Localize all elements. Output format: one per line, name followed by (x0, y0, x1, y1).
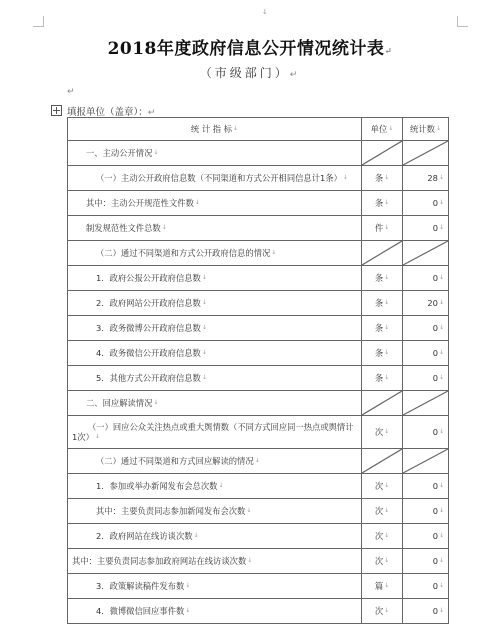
count-cell: 0↓ (403, 266, 449, 291)
unit-cell: 次↓ (362, 599, 403, 624)
unit-cell: 次↓ (362, 416, 403, 449)
table-row (68, 574, 449, 599)
table-row (68, 191, 449, 216)
unit-cell-diagonal (362, 449, 403, 474)
unit-cell: 条↓ (362, 316, 403, 341)
crop-mark-top-right (457, 16, 468, 27)
unit-cell: 条↓ (362, 291, 403, 316)
indicator-cell: 4．微博微信回应事件数↓ (68, 599, 362, 624)
header-count: 统计数↓ (403, 118, 449, 141)
table-row (68, 416, 449, 449)
table-row (68, 141, 449, 166)
crop-mark-top-left (33, 16, 44, 27)
table-row (68, 266, 449, 291)
table-row (68, 549, 449, 574)
count-cell: 0↓ (403, 216, 449, 241)
unit-cell: 次↓ (362, 524, 403, 549)
indicator-cell: 其中：主要负责同志参加政府网站在线访谈次数↓ (68, 549, 362, 574)
count-cell: 28↓ (403, 166, 449, 191)
table-row (68, 241, 449, 266)
indicator-cell: 其中：主动公开规范性文件数↓ (68, 191, 362, 216)
indicator-cell: 3．政策解读稿件发布数↓ (68, 574, 362, 599)
table-row (68, 166, 449, 191)
indicator-cell: （二）通过不同渠道和方式公开政府信息的情况↓ (68, 241, 362, 266)
empty-paragraph-mark: ↵ (67, 87, 75, 97)
table-row (68, 366, 449, 391)
indicator-cell: 2．政府网站在线访谈次数↓ (68, 524, 362, 549)
statistics-table (67, 117, 449, 624)
table-row (68, 216, 449, 241)
count-cell: 0↓ (403, 191, 449, 216)
indicator-cell: 一、主动公开情况↓ (68, 141, 362, 166)
indicator-cell: 1．政府公报公开政府信息数↓ (68, 266, 362, 291)
table-row (68, 524, 449, 549)
paragraph-mark: ↵ (147, 108, 156, 118)
count-cell: 0↓ (403, 316, 449, 341)
count-cell-diagonal (403, 449, 449, 474)
count-cell-diagonal (403, 241, 449, 266)
indicator-cell: （二）通过不同渠道和方式回应解读的情况↓ (68, 449, 362, 474)
indicator-cell: 其中：主要负责同志参加新闻发布会次数↓ (68, 499, 362, 524)
count-cell: 0↓ (403, 416, 449, 449)
count-cell: 0↓ (403, 499, 449, 524)
table-row (68, 391, 449, 416)
unit-cell: 件↓ (362, 216, 403, 241)
count-cell: 0↓ (403, 524, 449, 549)
unit-cell: 条↓ (362, 266, 403, 291)
header-indicator: 统 计 指 标↓ (68, 118, 362, 141)
unit-cell-diagonal (362, 241, 403, 266)
indicator-cell: 1．参加或举办新闻发布会总次数↓ (68, 474, 362, 499)
indicator-cell: 二、回应解读情况↓ (68, 391, 362, 416)
unit-cell: 条↓ (362, 366, 403, 391)
indicator-cell: （一）回应公众关注热点或重大舆情数（不同方式回应同一热点或舆情计1次）↓ (68, 416, 362, 449)
table-row (68, 449, 449, 474)
indicator-cell: 5．其他方式公开政府信息数↓ (68, 366, 362, 391)
indicator-cell: 4．政务微信公开政府信息数↓ (68, 341, 362, 366)
count-cell-diagonal (403, 141, 449, 166)
unit-cell: 次↓ (362, 474, 403, 499)
unit-cell: 条↓ (362, 341, 403, 366)
count-cell: 0↓ (403, 366, 449, 391)
count-cell: 0↓ (403, 574, 449, 599)
paragraph-mark: ↵ (384, 47, 393, 57)
table-row (68, 474, 449, 499)
unit-cell: 次↓ (362, 499, 403, 524)
unit-cell-diagonal (362, 391, 403, 416)
count-cell: 0↓ (403, 341, 449, 366)
fill-unit-line (67, 104, 155, 118)
table-row (68, 341, 449, 366)
paragraph-mark: ↵ (289, 70, 301, 80)
count-cell: 0↓ (403, 474, 449, 499)
document-title (0, 34, 500, 59)
count-cell: 20↓ (403, 291, 449, 316)
table-row (68, 291, 449, 316)
table-move-handle-icon[interactable] (51, 105, 62, 116)
fill-unit-label: 填报单位（盖章）： (67, 107, 148, 118)
header-unit: 单位↓ (362, 118, 403, 141)
indicator-cell: 3．政务微博公开政府信息数↓ (68, 316, 362, 341)
document-title-text: 2018年度政府信息公开情况统计表 (107, 39, 385, 59)
table-row (68, 499, 449, 524)
unit-cell: 次↓ (362, 549, 403, 574)
count-cell: 0↓ (403, 599, 449, 624)
table-row (68, 316, 449, 341)
indicator-cell: （一）主动公开政府信息数（不同渠道和方式公开相同信息计1条）↓ (68, 166, 362, 191)
unit-cell: 篇↓ (362, 574, 403, 599)
indicator-cell: 制发规范性文件总数↓ (68, 216, 362, 241)
document-subtitle-text: （市级部门） (199, 66, 290, 80)
table-row (68, 599, 449, 624)
unit-cell: 条↓ (362, 191, 403, 216)
indicator-cell: 2．政府网站公开政府信息数↓ (68, 291, 362, 316)
unit-cell-diagonal (362, 141, 403, 166)
unit-cell: 条↓ (362, 166, 403, 191)
count-cell-diagonal (403, 391, 449, 416)
document-subtitle (0, 64, 500, 81)
count-cell: 0↓ (403, 549, 449, 574)
top-center-mark: ↓ (262, 8, 268, 16)
table-header-row (68, 118, 449, 141)
